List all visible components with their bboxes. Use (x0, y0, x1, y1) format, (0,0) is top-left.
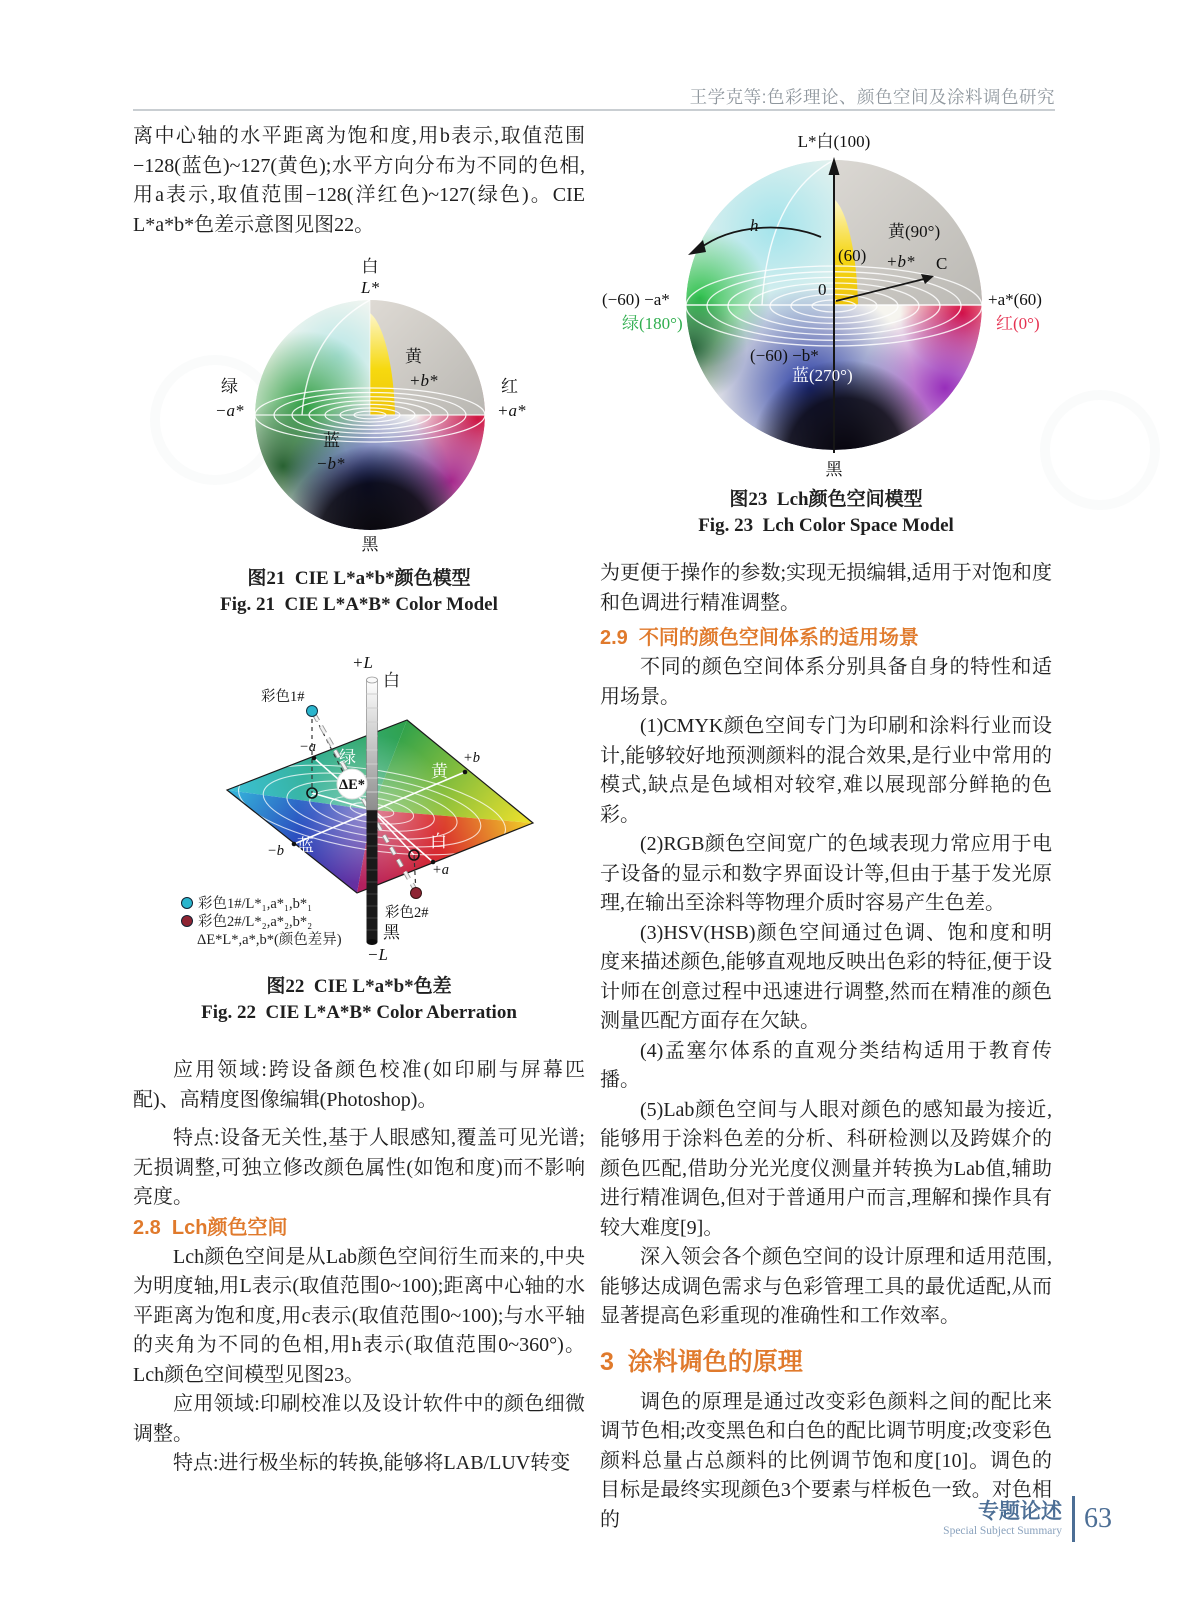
fig23-label-yellow: 黄(90°) (888, 222, 941, 241)
fig22-legend-item: 彩色2#/L*₂,a*₂,b*₂ (198, 914, 313, 930)
section-heading-3: 3 涂料调色的原理 (600, 1347, 803, 1376)
fig22-label-plus-L: +L (352, 653, 373, 672)
page-footer (872, 1496, 1112, 1542)
fig21-label-yellow: 黄 (405, 347, 422, 366)
body-paragraph: 特点:进行极坐标的转换,能够将LAB/LUV转变 (173, 1452, 571, 1474)
body-paragraph: 不同的颜色空间体系分别具备自身的特性和适用场景。 (600, 656, 1052, 708)
fig22-label-minus-a: −a (299, 739, 317, 755)
left-column (133, 122, 585, 1479)
body-paragraph: 应用领域:跨设备颜色校准(如印刷与屏幕匹配)、高精度图像编辑(Photoshop)。 (133, 1059, 585, 1111)
fig21-label-L-axis: L* (361, 278, 379, 297)
fig22-label-minus-L: −L (367, 945, 388, 964)
fig22-label-green: 绿 (339, 748, 356, 767)
fig21-label-white: 白 (361, 257, 379, 276)
fig23-label-h-axis: h (750, 216, 759, 235)
figure-22 (133, 648, 585, 1026)
fig21-label-plus-b: +b* (409, 371, 438, 390)
fig23-label-black: 黑 (825, 460, 843, 479)
fig22-legend-item: ΔE*L*,a*,b*(颜色差异) (197, 932, 342, 948)
fig23-label-blue: 蓝(270°) (792, 366, 853, 385)
footer-section-zh: 专题论述 (978, 1500, 1062, 1523)
fig21-illustration (133, 256, 585, 564)
fig23-label-plus-b: +b* (886, 252, 915, 271)
fig23-label-red: 红(0°) (996, 314, 1040, 333)
fig22-label-white-top: 白 (383, 671, 400, 690)
fig21-label-blue: 蓝 (323, 431, 340, 450)
fig23-label-zero: 0 (818, 280, 827, 299)
body-paragraph: 深入领会各个颜色空间的设计原理和适用范围,能够达成调色需求与色彩管理工具的最优适配,从而显著提高色彩重现的准确性和工作效率。 (600, 1246, 1052, 1327)
body-paragraph: (2)RGB颜色空间宽广的色域表现力常应用于电子设备的显示和数字界面设计等,但由于基于发光原理,在输出至涂料等物理介质时容易产生色差。 (600, 833, 1052, 914)
body-paragraph: 特点:设备无关性,基于人眼感知,覆盖可见光谱;无损调整,可独立修改颜色属性(如饱和度)而不影响亮度。 (133, 1127, 585, 1208)
fig23-illustration (600, 133, 1052, 485)
fig22-legend-item: 彩色1#/L*₁,a*₁,b*₁ (198, 896, 313, 912)
footer-section-en: Special Subject Summary (943, 1525, 1062, 1537)
running-title: 王学克等:色彩理论、颜色空间及涂料调色研究 (689, 87, 1055, 107)
fig22-label-yellow: 黄 (431, 762, 448, 781)
fig23-label-minus-a: (−60) −a* (602, 290, 670, 309)
fig22-legend-row (197, 928, 342, 949)
body-paragraph: (4)孟塞尔体系的直观分类结构适用于教育传播。 (600, 1039, 1052, 1091)
fig22-label-color2: 彩色2# (385, 905, 429, 921)
right-column (600, 133, 1052, 1535)
fig22-label-blue: 蓝 (297, 836, 314, 855)
body-paragraph: 应用领域:印刷校准以及设计软件中的颜色细微调整。 (133, 1393, 585, 1445)
fig23-label-plus-a: +a*(60) (988, 290, 1042, 309)
body-paragraph: 离中心轴的水平距离为饱和度,用b表示,取值范围−128(蓝色)~127(黄色);水平方向分布为不同的色相,用a表示,取值范围−128(洋红色)~127(绿色)。CIE L*a*b*色差示意图见图22。 (133, 125, 585, 236)
section-heading-2-9: 2.9 不同的颜色空间体系的适用场景 (600, 627, 919, 649)
fig21-label-minus-b: −b* (316, 454, 345, 473)
fig21-label-minus-a: −a* (215, 401, 244, 420)
color1-dot-icon (181, 897, 193, 909)
figure-23 (600, 133, 1052, 539)
fig23-label-c-axis: C (936, 254, 948, 273)
fig23-label-green: 绿(180°) (622, 314, 683, 333)
body-paragraph: (3)HSV(HSB)颜色空间通过色调、饱和度和明度来描述颜色,能够直观地反映出色彩的特征,便于设计师在创意过程中迅速进行调整,然而在精准的颜色测量匹配方面存在欠缺。 (600, 921, 1052, 1032)
fig22-label-delta-e: ΔE* (338, 777, 366, 793)
fig21-caption-zh: 图21 CIE L*a*b*颜色模型 (247, 568, 471, 589)
color2-dot-icon (181, 915, 193, 927)
fig23-label-minus-b: (−60) −b* (750, 346, 819, 365)
fig22-label-plus-a: +a (432, 862, 450, 878)
fig22-illustration (133, 648, 585, 972)
body-paragraph: Lch颜色空间是从Lab颜色空间衍生而来的,中央为明度轴,用L表示(取值范围0~100);距离中心轴的水平距离为饱和度,用c表示(取值范围0~100);与水平轴的夹角为不同的色相,用h表示(取值范围0~360°)。Lch颜色空间模型见图23。 (133, 1245, 585, 1386)
body-paragraph: 为更便于操作的参数;实现无损编辑,适用于对饱和度和色调进行精准调整。 (600, 562, 1052, 614)
fig22-caption-zh: 图22 CIE L*a*b*色差 (266, 976, 452, 997)
fig22-label-plus-b: +b (463, 750, 481, 766)
footer-section-labels (872, 1500, 1062, 1538)
footer-divider (1072, 1496, 1075, 1542)
fig23-label-sixty: (60) (838, 246, 867, 265)
fig21-label-red: 红 (501, 377, 518, 396)
fig22-label-minus-b: −b (267, 843, 285, 859)
running-header (133, 84, 1055, 109)
figure-21 (133, 256, 585, 618)
fig23-caption-en: Fig. 23 Lch Color Space Model (698, 515, 954, 536)
fig22-label-color1: 彩色1# (261, 689, 305, 705)
fig21-label-plus-a: +a* (497, 401, 526, 420)
body-paragraph: (1)CMYK颜色空间专门为印刷和涂料行业而设计,能够较好地预测颜料的混合效果,是行业中常用的模式,缺点是色域相对较窄,难以展现部分鲜艳的色彩。 (600, 715, 1052, 826)
fig22-label-black: 黑 (383, 923, 400, 942)
body-paragraph: (5)Lab颜色空间与人眼对颜色的感知最为接近,能够用于涂料色差的分析、科研检测以及跨媒介的颜色匹配,借助分光光度仪测量并转换为Lab值,辅助进行精准调色,但对于普通用户而言,理解和操作具有较大难度[9]。 (600, 1098, 1052, 1239)
fig22-label-white-plane: 白 (430, 832, 447, 851)
body-paragraph: 调色的原理是通过改变彩色颜料之间的配比来调节色相;改变黑色和白色的配比调节明度;改变彩色颜料总量占总颜料的比例调节饱和度[10]。调色的目标是最终实现颜色3个要素与样板色一致。对色相的 (600, 1390, 1052, 1531)
watermark (1040, 390, 1160, 510)
section-heading-2-8: 2.8 Lch颜色空间 (133, 1216, 288, 1239)
fig22-caption-en: Fig. 22 CIE L*A*B* Color Aberration (201, 1002, 517, 1023)
header-rule (133, 109, 1055, 111)
fig23-label-top: L*白(100) (797, 132, 871, 151)
fig21-label-black: 黑 (361, 535, 379, 554)
fig21-caption-en: Fig. 21 CIE L*A*B* Color Model (220, 594, 498, 615)
page-number: 63 (1084, 1503, 1112, 1534)
fig21-label-green: 绿 (221, 377, 238, 396)
fig23-caption-zh: 图23 Lch颜色空间模型 (729, 489, 923, 510)
